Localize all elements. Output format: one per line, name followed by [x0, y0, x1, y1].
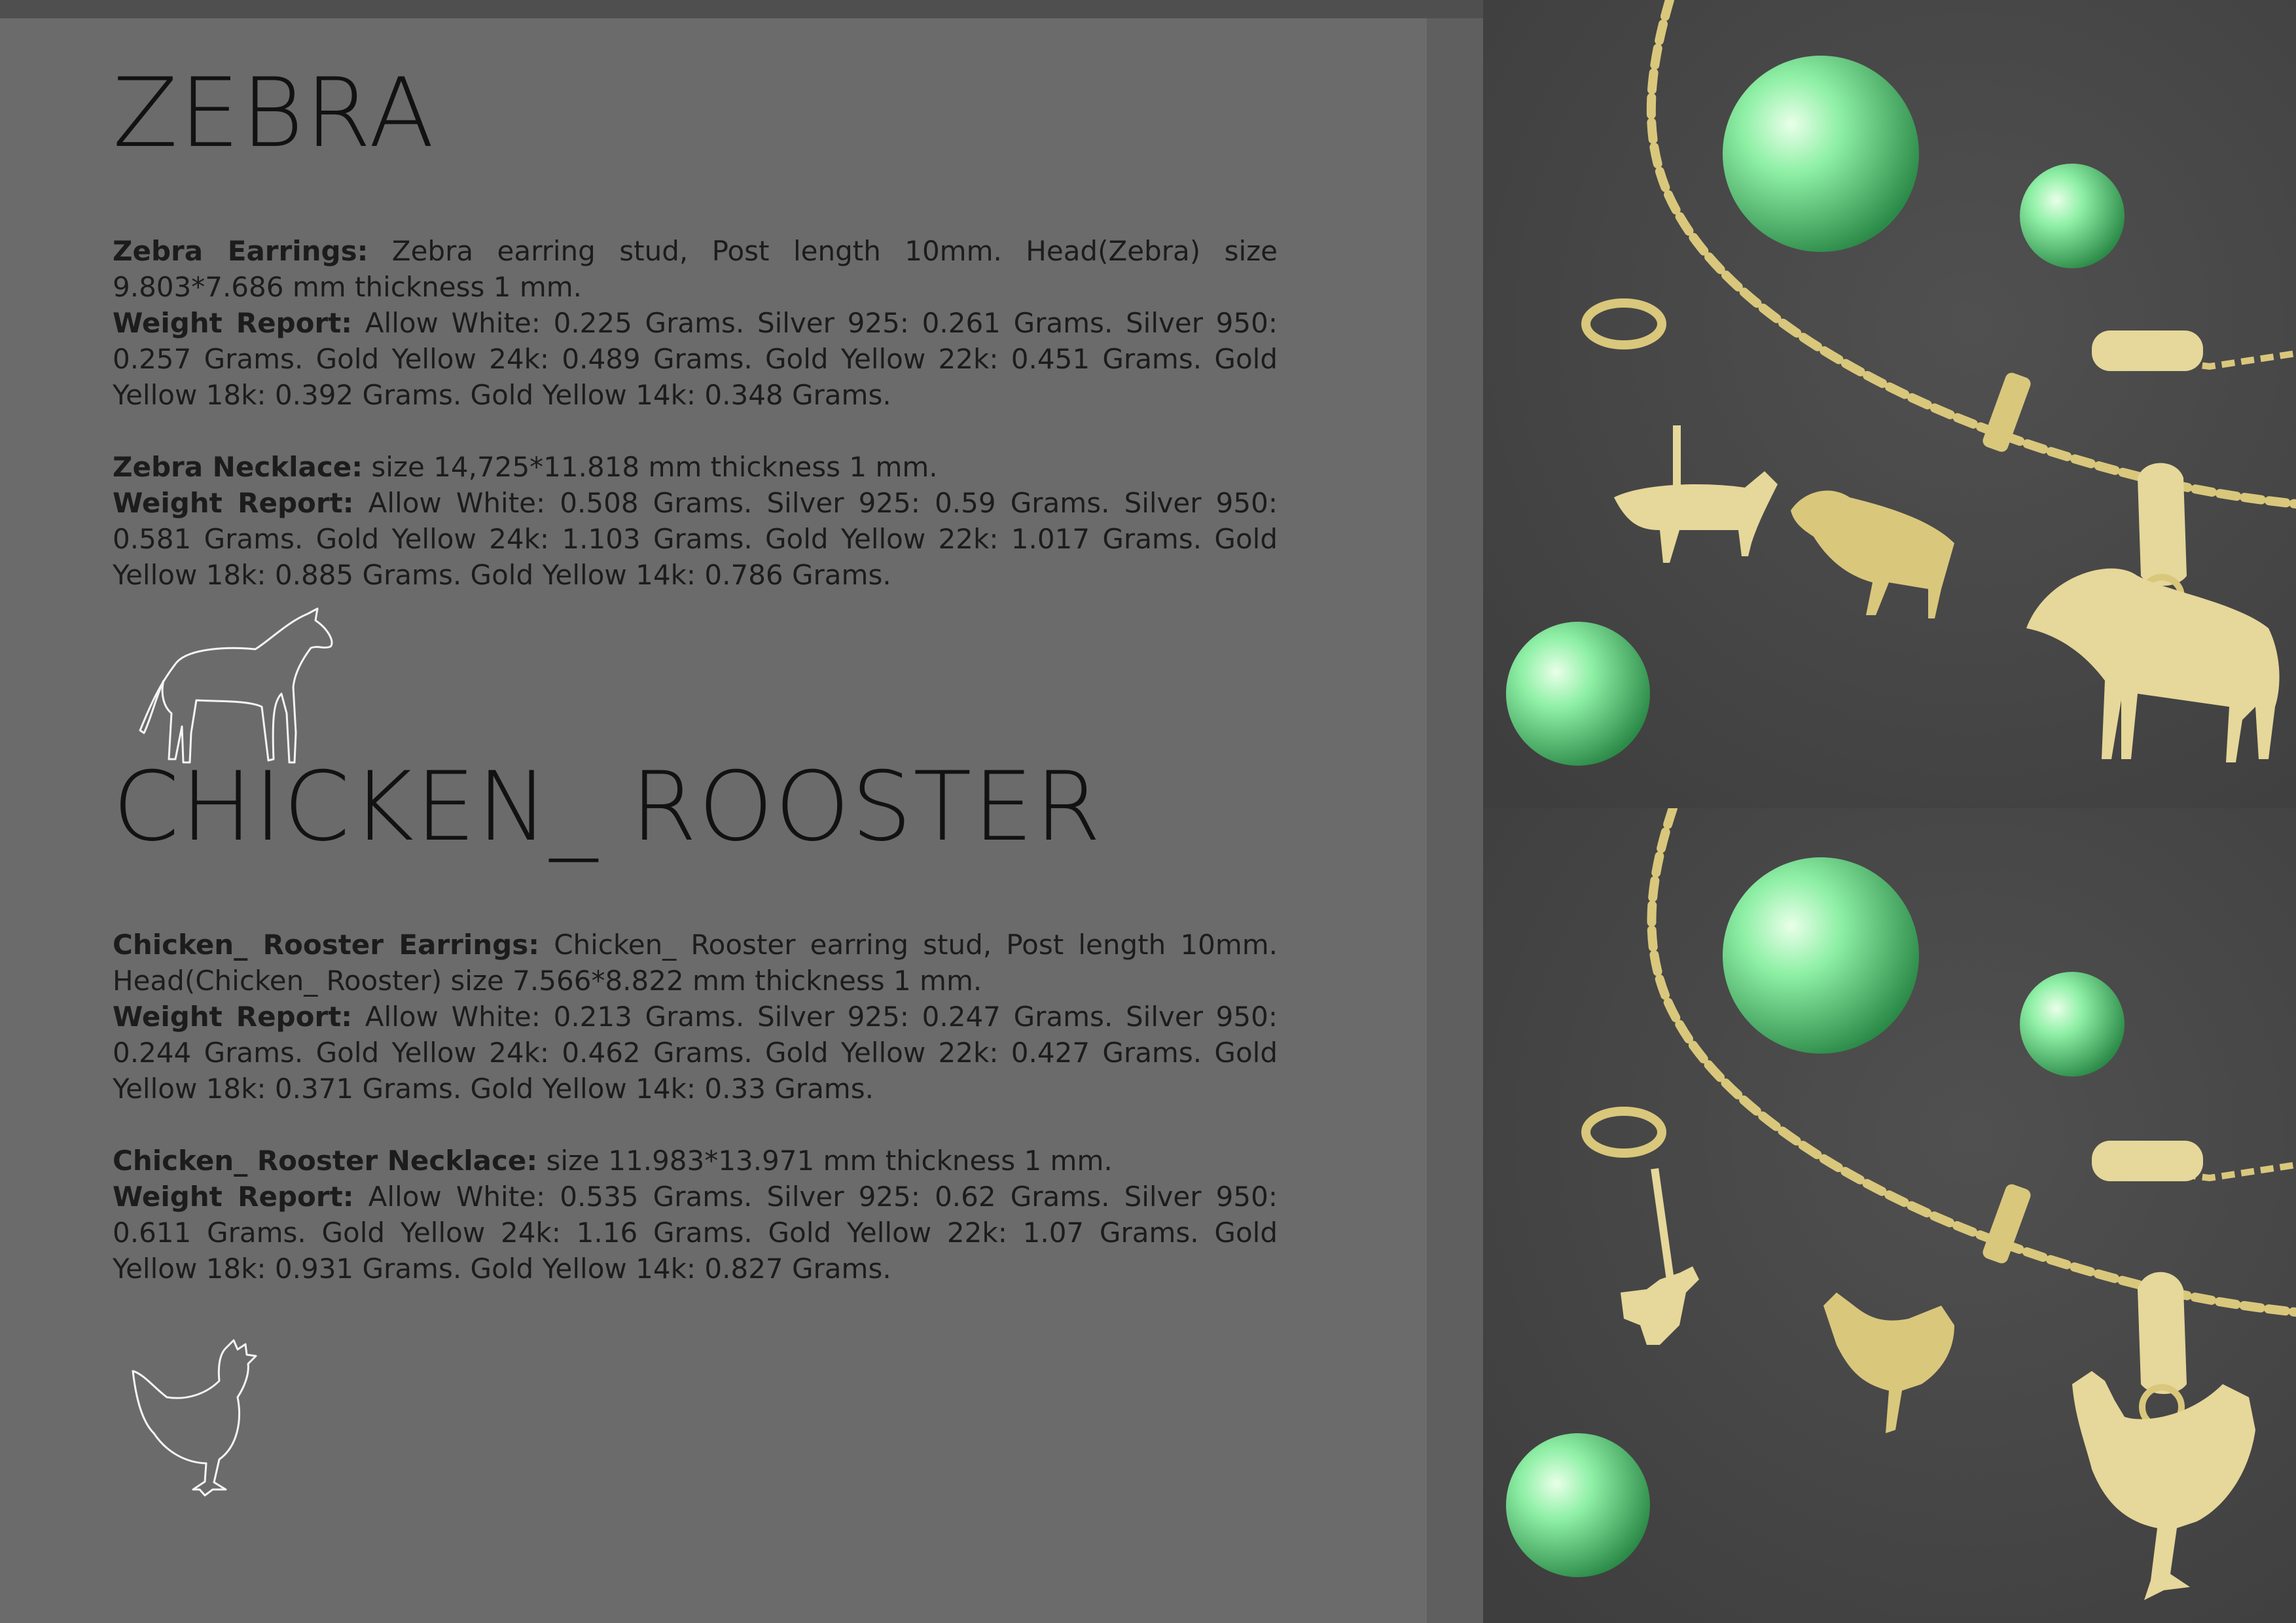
- zebra-outline-icon: [131, 602, 347, 772]
- zebra-earrings-text: Zebra earring stud, Post length 10mm. Head(Zebra) size 9.803*7.686 mm thickness 1 mm.: [113, 235, 1278, 303]
- rooster-necklace-text: size 11.983*13.971 mm thickness 1 mm.: [537, 1145, 1113, 1177]
- zebra-necklace-label: Zebra Necklace:: [113, 451, 363, 483]
- rooster-earrings-label: Chicken_ Rooster Earrings:: [113, 929, 540, 961]
- rooster-necklace-weight-label: Weight Report:: [113, 1181, 354, 1213]
- rooster-necklace-weight-text: Allow White: 0.535 Grams. Silver 925: 0.62 Grams. Silver 950: 0.611 Grams. Gold Yellow 24k: 1.16 Grams. Gold Yellow 22k: 1.07 Grams. Gold Yellow 18k: 0.931 Grams. Gold Yellow 14k: 0.827 Grams.: [113, 1181, 1278, 1285]
- zebra-earrings-weight-text: Allow White: 0.225 Grams. Silver 925: 0.261 Grams. Silver 950: 0.257 Grams. Gold Yellow 24k: 0.489 Grams. Gold Yellow 22k: 0.451 Grams. Gold Yellow 18k: 0.392 Grams. Gold Yellow 14k: 0.348 Grams.: [113, 307, 1278, 411]
- rooster-necklace-description: [113, 1143, 1278, 1287]
- rooster-outline-icon: [128, 1335, 278, 1505]
- zebra-necklace-weight-label: Weight Report:: [113, 487, 354, 519]
- zebra-necklace-description: [113, 449, 1278, 593]
- zebra-earrings-label: Zebra Earrings:: [113, 235, 368, 267]
- rooster-earrings-weight-label: Weight Report:: [113, 1001, 353, 1033]
- rooster-earrings-description: [113, 927, 1278, 1107]
- zebra-necklace-text: size 14,725*11.818 mm thickness 1 mm.: [363, 451, 938, 483]
- rooster-section: [113, 751, 1278, 1287]
- rooster-title: CHICKEN_ ROOSTER: [113, 751, 1103, 863]
- panel-gutter: [1427, 18, 1483, 1623]
- zebra-necklace-weight-text: Allow White: 0.508 Grams. Silver 925: 0.59 Grams. Silver 950: 0.581 Grams. Gold Yellow 24k: 1.103 Grams. Gold Yellow 22k: 1.017 Grams. Gold Yellow 18k: 0.885 Grams. Gold Yellow 14k: 0.786 Grams.: [113, 487, 1278, 591]
- zebra-title: ZEBRA: [113, 58, 436, 169]
- zebra-jewelry-photo: [1483, 0, 2296, 808]
- rooster-earrings-text: Chicken_ Rooster earring stud, Post length 10mm. Head(Chicken_ Rooster) size 7.566*8.822 mm thickness 1 mm.: [113, 929, 1278, 997]
- rooster-earrings-weight-text: Allow White: 0.213 Grams. Silver 925: 0.247 Grams. Silver 950: 0.244 Grams. Gold Yellow 24k: 0.462 Grams. Gold Yellow 22k: 0.427 Grams. Gold Yellow 18k: 0.371 Grams. Gold Yellow 14k: 0.33 Grams.: [113, 1001, 1278, 1105]
- rooster-jewelry-photo: [1483, 808, 2296, 1623]
- zebra-earrings-description: [113, 233, 1278, 413]
- zebra-earrings-weight-label: Weight Report:: [113, 307, 353, 339]
- rooster-necklace-label: Chicken_ Rooster Necklace:: [113, 1145, 538, 1177]
- zebra-section: [113, 58, 1278, 593]
